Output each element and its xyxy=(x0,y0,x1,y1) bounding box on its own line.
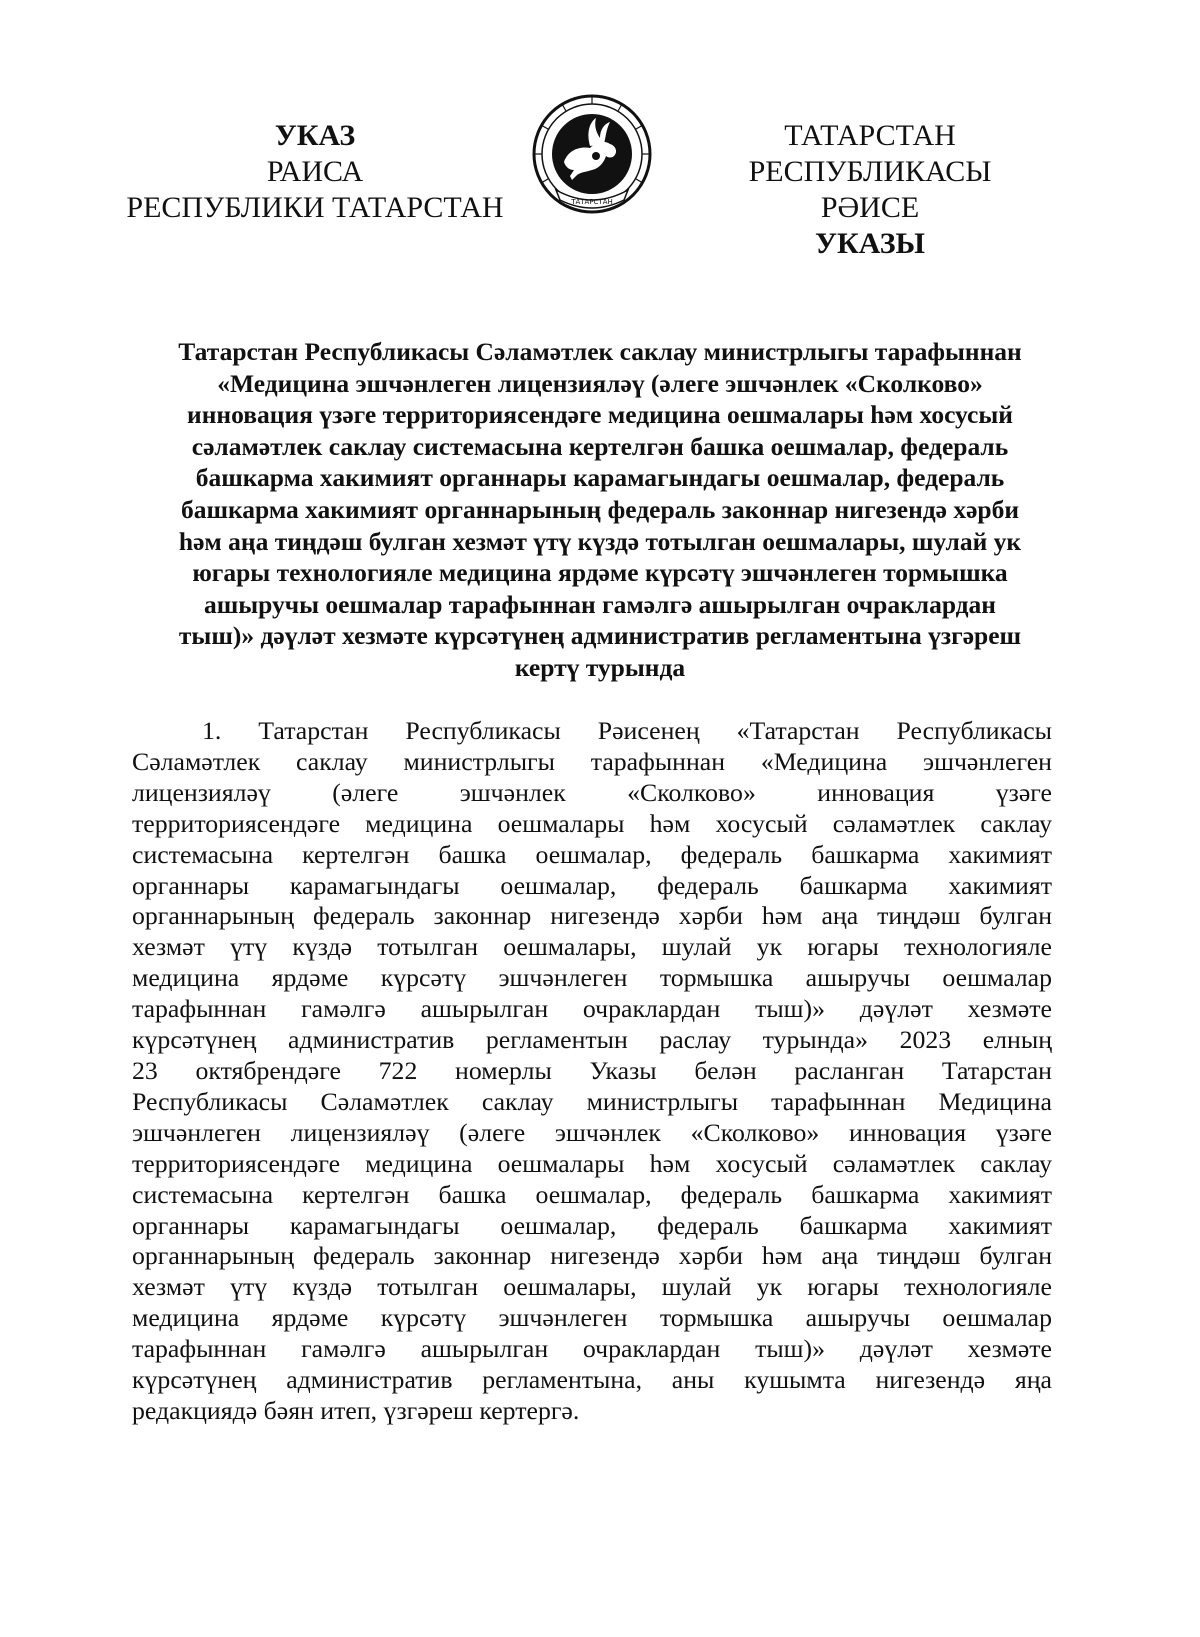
title-line: Татарстан Республикасы Сәламәтлек саклау министрлыгы тарафыннан xyxy=(178,337,1022,366)
paragraph-line: күрсәтүнең административ регламентын раслау турында» 2023 елның xyxy=(132,1025,1052,1055)
header-left-republic: РЕСПУБЛИКИ ТАТАРСТАН xyxy=(126,191,504,224)
header-right-head: РӘИСЕ xyxy=(820,191,920,224)
title-line: кертү турында xyxy=(514,652,686,682)
paragraph-line: системасына кертелгән башка оешмалар, федераль башкарма хакимият xyxy=(132,1179,1052,1209)
paragraph-line: медицина ярдәме күрсәтү эшчәнлеген тормышка ашыручы оешмалар xyxy=(132,963,1052,993)
header-right-decree: УКАЗЫ xyxy=(815,227,925,260)
paragraph-line: органнарының федераль законнар нигезендә хәрби һәм аңа тиңдәш булган xyxy=(132,901,1052,931)
paragraph-line: эшчәнлеген лицензияләү (әлеге эшчәнлек «Сколково» инновация үзәге xyxy=(132,1117,1052,1147)
title-line: тыш)» дәүләт хезмәте күрсәтүнең административ регламентына үзгәреш xyxy=(178,621,1022,651)
paragraph-line: системасына кертелгән башка оешмалар, федераль башкарма хакимият xyxy=(132,839,1052,869)
paragraph-line: хезмәт үтү күздә тотылган оешмалары, шулай ук югары технологияле xyxy=(132,1272,1052,1302)
paragraph-line: күрсәтүнең административ регламентына, аны кушымта нигезендә яңа xyxy=(132,1365,1052,1395)
paragraph-line: лицензияләү (әлеге эшчәнлек «Сколково» инновация үзәге xyxy=(132,777,1052,807)
header-right-republic: ТАТАРСТАН РЕСПУБЛИКАСЫ xyxy=(748,119,992,188)
title-line: инновация үзәге территориясендәге медицина оешмалары һәм хосусый xyxy=(187,400,1013,430)
paragraph-line: тарафыннан гамәлгә ашырылган очраклардан тыш)» дәүләт хезмәте xyxy=(132,994,1052,1024)
paragraph-line: территориясендәге медицина оешмалары һәм хосусый сәламәтлек саклау xyxy=(132,1148,1052,1178)
paragraph-line: органнарының федераль законнар нигезендә хәрби һәм аңа тиңдәш булган xyxy=(132,1241,1052,1271)
decree-paragraph-1 xyxy=(132,716,1052,1427)
header-left-decree: УКАЗ xyxy=(274,119,356,152)
paragraph-line: хезмәт үтү күздә тотылган оешмалары, шулай ук югары технологияле xyxy=(132,932,1052,962)
header-right-tt xyxy=(665,118,1075,262)
paragraph-line: органнары карамагындагы оешмалар, федераль башкарма хакимият xyxy=(132,870,1052,900)
paragraph-line: органнары карамагындагы оешмалар, федераль башкарма хакимият xyxy=(132,1210,1052,1240)
paragraph-line: Сәламәтлек саклау министрлыгы тарафыннан «Медицина эшчәнлеген xyxy=(132,746,1052,776)
svg-text:ТАТАРСТАН: ТАТАРСТАН xyxy=(571,198,613,206)
tatarstan-coat-of-arms-icon xyxy=(530,92,654,220)
paragraph-line: редакциядә бәян итеп, үзгәреш кертергә. xyxy=(132,1395,580,1425)
paragraph-line: территориясендәге медицина оешмалары һәм хосусый сәламәтлек саклау xyxy=(132,808,1052,838)
title-line: «Медицина эшчәнлеген лицензияләү (әлеге эшчәнлек «Сколково» xyxy=(217,368,983,398)
title-line: ашыручы оешмалар тарафыннан гамәлгә ашырылган очраклардан xyxy=(203,589,997,619)
title-line: башкарма хакимият органнары карамагындагы оешмалар, федераль xyxy=(195,463,1005,493)
paragraph-line: 1. Татарстан Республикасы Рәисенең «Татарстан Республикасы xyxy=(202,716,1052,745)
header-left-ru xyxy=(120,118,510,226)
header-left-head: РАИСА xyxy=(266,155,364,188)
title-line: югары технологияле медицина ярдәме күрсәтү эшчәнлеген тормышка xyxy=(192,558,1008,588)
paragraph-line: 23 октябрендәге 722 номерлы Указы белән расланган Татарстан xyxy=(132,1055,1052,1085)
paragraph-line: тарафыннан гамәлгә ашырылган очраклардан тыш)» дәүләт хезмәте xyxy=(132,1334,1052,1364)
paragraph-line: медицина ярдәме күрсәтү эшчәнлеген тормышка ашыручы оешмалар xyxy=(132,1303,1052,1333)
title-line: сәламәтлек саклау системасына кертелгән башка оешмалар, федераль xyxy=(191,431,1009,461)
paragraph-line: Республикасы Сәламәтлек саклау министрлыгы тарафыннан Медицина xyxy=(132,1086,1052,1116)
document-title xyxy=(125,336,1075,684)
title-line: башкарма хакимият органнарының федераль законнар нигезендә хәрби xyxy=(180,494,1020,524)
title-line: һәм аңа тиңдәш булган хезмәт үтү күздә тотылган оешмалары, шулай ук xyxy=(178,526,1022,556)
